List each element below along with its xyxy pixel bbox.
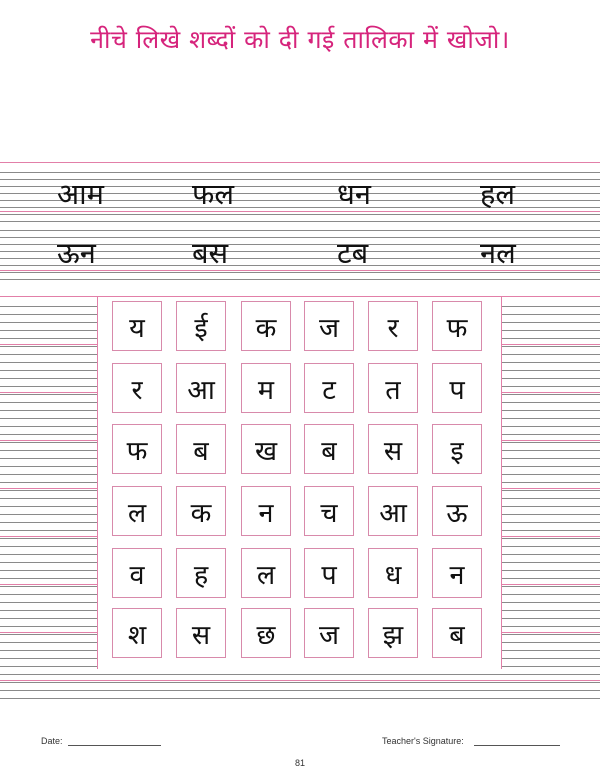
grid-cell[interactable]: व [112, 548, 162, 598]
grid-cell[interactable]: प [304, 548, 354, 598]
word-item: धन [337, 177, 371, 211]
word-item: नल [480, 236, 516, 270]
rule-line [0, 221, 600, 222]
word-item: फल [192, 177, 235, 211]
grid-cell[interactable]: ऊ [432, 486, 482, 536]
rule-line [0, 214, 600, 215]
rule-line [0, 172, 600, 173]
rule-line [0, 279, 600, 280]
grid-cell[interactable]: य [112, 301, 162, 351]
grid-cell[interactable]: त [368, 363, 418, 413]
grid-cell[interactable]: ध [368, 548, 418, 598]
page-number: 81 [294, 758, 305, 768]
grid-cell[interactable]: म [241, 363, 291, 413]
word-item: हल [480, 177, 516, 211]
grid-cell[interactable]: ज [304, 608, 354, 658]
grid-cell[interactable]: स [176, 608, 226, 658]
grid-cell[interactable]: ह [176, 548, 226, 598]
grid-cell[interactable]: र [368, 301, 418, 351]
grid-cell[interactable]: ट [304, 363, 354, 413]
grid-cell[interactable]: छ [241, 608, 291, 658]
rule-line [0, 682, 600, 683]
date-label: Date: [41, 736, 63, 746]
word-item: ऊन [57, 236, 96, 270]
grid-cell[interactable]: इ [432, 424, 482, 474]
grid-cell[interactable]: ख [241, 424, 291, 474]
grid-cell[interactable]: फ [432, 301, 482, 351]
rule-line [0, 272, 600, 273]
grid-cell[interactable]: स [368, 424, 418, 474]
word-item: टब [337, 236, 369, 270]
grid-cell[interactable]: न [432, 548, 482, 598]
word-item: आम [57, 177, 104, 211]
date-line[interactable] [68, 745, 161, 746]
rule-line [0, 690, 600, 691]
grid-cell[interactable]: च [304, 486, 354, 536]
grid-cell[interactable]: ई [176, 301, 226, 351]
signature-line[interactable] [474, 745, 560, 746]
signature-label: Teacher's Signature: [382, 736, 464, 746]
grid-cell[interactable]: श [112, 608, 162, 658]
grid-cell[interactable]: ल [112, 486, 162, 536]
grid-cell[interactable]: ब [432, 608, 482, 658]
instruction-title: नीचे लिखे शब्दों को दी गई तालिका में खोजो। [90, 25, 510, 54]
grid-cell[interactable]: न [241, 486, 291, 536]
rule-line [0, 674, 600, 675]
grid-cell[interactable]: ब [176, 424, 226, 474]
grid-cell[interactable]: क [241, 301, 291, 351]
grid-cell[interactable]: झ [368, 608, 418, 658]
grid-cell[interactable]: आ [368, 486, 418, 536]
rule-line [0, 698, 600, 699]
rule-line [0, 680, 600, 681]
grid-cell[interactable]: आ [176, 363, 226, 413]
grid-cell[interactable]: ज [304, 301, 354, 351]
grid-cell[interactable]: क [176, 486, 226, 536]
word-item: बस [192, 236, 229, 270]
rule-line [0, 162, 600, 163]
grid-cell[interactable]: फ [112, 424, 162, 474]
grid-cell[interactable]: र [112, 363, 162, 413]
grid-cell[interactable]: प [432, 363, 482, 413]
grid-cell[interactable]: ल [241, 548, 291, 598]
rule-line [0, 230, 600, 231]
grid-cell[interactable]: ब [304, 424, 354, 474]
